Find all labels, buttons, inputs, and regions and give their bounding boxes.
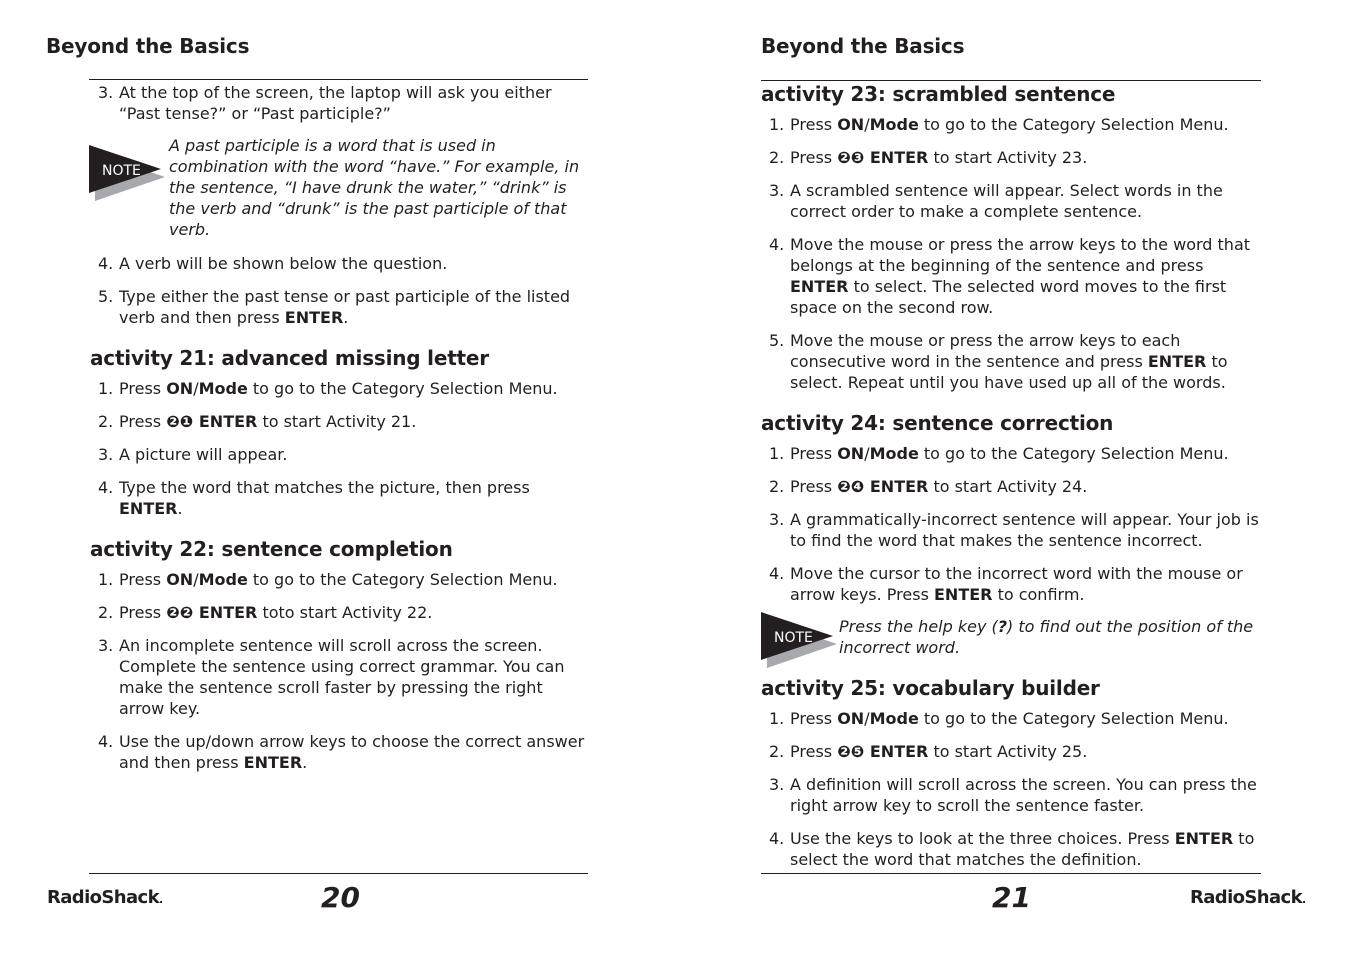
- list-item: [90, 286, 586, 328]
- step-number: 2.: [769, 148, 785, 167]
- key-label: ENTER: [284, 308, 344, 327]
- key-label: Mode: [869, 709, 919, 728]
- section-title-activity-24: activity 24: sentence correction: [761, 411, 1114, 435]
- step-list-activity-21: [90, 378, 586, 531]
- section-title-activity-23: activity 23: scrambled sentence: [761, 82, 1116, 106]
- step-text: /: [864, 709, 870, 728]
- note-badge-icon: [89, 141, 167, 205]
- key-label: ENTER: [934, 585, 993, 604]
- header-rule: [761, 80, 1261, 81]
- step-text: At the top of the screen, the laptop will ask you either “Past tense?” or “Past participle?”: [119, 83, 552, 123]
- list-item: [761, 563, 1261, 605]
- footer-rule: [89, 873, 588, 874]
- step-number: 4.: [98, 732, 114, 751]
- key-label: ON: [166, 379, 194, 398]
- step-text: to go to the Category Selection Menu.: [918, 709, 1229, 728]
- step-text: /: [864, 115, 870, 134]
- list-item: [761, 828, 1261, 870]
- step-text: .: [343, 308, 349, 327]
- step-text: Press: [119, 379, 167, 398]
- step-text: Press: [790, 709, 838, 728]
- step-text: Use the keys to look at the three choices. Press: [790, 829, 1175, 848]
- list-item: [761, 476, 1261, 497]
- key-label: ENTER: [243, 753, 303, 772]
- step-text: to select. Repeat until you have used up all of the words.: [790, 352, 1228, 392]
- step-text: .: [177, 499, 183, 518]
- step-number: 1.: [769, 115, 785, 134]
- step-number: 5.: [769, 331, 785, 350]
- step-text: to select the word that matches the definition.: [790, 829, 1255, 869]
- list-item: [761, 443, 1261, 464]
- step-number: 4.: [98, 254, 114, 273]
- step-text: Press: [790, 148, 838, 167]
- list-item: [761, 509, 1261, 551]
- list-item: [90, 82, 586, 124]
- key-label: ENTER: [1174, 829, 1234, 848]
- footer-rule: [761, 873, 1261, 874]
- note-badge-label: NOTE: [102, 163, 141, 179]
- step-text: Move the cursor to the incorrect word with the mouse or arrow keys. Press: [790, 564, 1243, 604]
- list-item: [761, 741, 1261, 762]
- step-text: /: [864, 444, 870, 463]
- note-callout: [89, 135, 588, 245]
- page-number: 20: [321, 881, 360, 914]
- list-item: [761, 234, 1261, 318]
- step-number: 3.: [98, 445, 114, 464]
- step-number: 2.: [98, 412, 114, 431]
- step-list-activity-22: [90, 569, 586, 785]
- list-item: [761, 180, 1261, 222]
- step-number: 3.: [769, 775, 785, 794]
- step-number: 2.: [769, 477, 785, 496]
- step-text: Press: [790, 742, 838, 761]
- list-item: [90, 569, 586, 590]
- step-number: 3.: [98, 636, 114, 655]
- note-text: A past participle is a word that is used in combination with the word “have.” For example, in the sentence, “I have drunk the water,” “drink” is the verb and “drunk” is the past participle of that verb.: [169, 136, 580, 239]
- step-number: 4.: [769, 235, 785, 254]
- list-item: [90, 253, 586, 274]
- step-number: 4.: [769, 829, 785, 848]
- step-text: to go to the Category Selection Menu.: [918, 444, 1229, 463]
- step-text: Move the mouse or press the arrow keys to each consecutive word in the sentence and press: [790, 331, 1181, 371]
- step-text: to start Activity 25.: [928, 742, 1088, 761]
- note-text: Press the help key (?) to find out the position of the incorrect word.: [839, 617, 1254, 657]
- note-badge-icon: [761, 608, 839, 672]
- step-text: to start Activity 23.: [928, 148, 1088, 167]
- step-number: 3.: [98, 83, 114, 102]
- step-text: Type either the past tense or past participle of the listed verb and then press: [119, 287, 571, 327]
- step-text: to select. The selected word moves to the first space on the second row.: [790, 277, 1227, 317]
- list-item: [90, 477, 586, 519]
- step-number: 3.: [769, 510, 785, 529]
- step-text: toto start Activity 22.: [257, 603, 433, 622]
- page-number: 21: [992, 881, 1031, 914]
- key-label: ❷❺ ENTER: [837, 742, 929, 761]
- step-text: to confirm.: [992, 585, 1085, 604]
- list-item: [761, 708, 1261, 729]
- running-header: Beyond the Basics: [761, 34, 965, 58]
- key-label: ON: [837, 115, 865, 134]
- key-label: ON: [837, 444, 865, 463]
- step-text: Press: [119, 412, 167, 431]
- step-number: 4.: [769, 564, 785, 583]
- step-list-activity-23: [761, 114, 1261, 405]
- key-label: ❷❷ ENTER: [166, 603, 258, 622]
- step-text: A picture will appear.: [119, 445, 288, 464]
- note-callout: [761, 608, 1261, 672]
- page-right: [676, 0, 1351, 954]
- step-text: Use the up/down arrow keys to choose the correct answer and then press: [119, 732, 585, 772]
- running-header: Beyond the Basics: [46, 34, 250, 58]
- step-list-activity-25: [761, 708, 1261, 882]
- step-number: 1.: [98, 379, 114, 398]
- list-item: [761, 774, 1261, 816]
- step-text: to go to the Category Selection Menu.: [247, 570, 558, 589]
- step-text: A grammatically-incorrect sentence will appear. Your job is to find the word that makes the sentence incorrect.: [790, 510, 1259, 550]
- step-list: [90, 82, 586, 136]
- step-number: 1.: [98, 570, 114, 589]
- step-number: 4.: [98, 478, 114, 497]
- section-title-activity-25: activity 25: vocabulary builder: [761, 676, 1100, 700]
- list-item: [90, 378, 586, 399]
- step-text: An incomplete sentence will scroll across the screen. Complete the sentence using correct grammar. You can make the sentence scroll faster by pressing the right arrow key.: [119, 636, 565, 718]
- step-text: Move the mouse or press the arrow keys to the word that belongs at the beginning of the sentence and press: [790, 235, 1251, 275]
- step-number: 3.: [769, 181, 785, 200]
- list-item: [90, 444, 586, 465]
- note-badge-label: NOTE: [774, 630, 813, 646]
- list-item: [90, 731, 586, 773]
- header-rule: [89, 79, 588, 80]
- step-text: Press: [790, 477, 838, 496]
- step-number: 1.: [769, 709, 785, 728]
- radioshack-logo: RadioShack.: [47, 887, 163, 908]
- step-number: 1.: [769, 444, 785, 463]
- key-label: ON: [166, 570, 194, 589]
- key-label: ❷❸ ENTER: [837, 148, 929, 167]
- section-title-activity-22: activity 22: sentence completion: [90, 537, 453, 561]
- key-label: Mode: [869, 115, 919, 134]
- step-text: to go to the Category Selection Menu.: [247, 379, 558, 398]
- step-text: .: [302, 753, 308, 772]
- step-text: A scrambled sentence will appear. Select words in the correct order to make a complete sentence.: [790, 181, 1223, 221]
- step-number: 2.: [98, 603, 114, 622]
- list-item: [761, 147, 1261, 168]
- key-label: ❷❶ ENTER: [166, 412, 258, 431]
- step-text: A definition will scroll across the screen. You can press the right arrow key to scroll the sentence faster.: [790, 775, 1257, 815]
- key-label: ENTER: [1147, 352, 1207, 371]
- step-list-activity-24: [761, 443, 1261, 617]
- key-label: ENTER: [119, 499, 178, 518]
- key-label: Mode: [198, 570, 248, 589]
- list-item: [90, 411, 586, 432]
- section-title-activity-21: activity 21: advanced missing letter: [90, 346, 489, 370]
- key-label: ON: [837, 709, 865, 728]
- list-item: [90, 602, 586, 623]
- step-text: to go to the Category Selection Menu.: [918, 115, 1229, 134]
- step-text: /: [193, 379, 199, 398]
- step-text: Press: [790, 444, 838, 463]
- step-text: to start Activity 21.: [257, 412, 417, 431]
- step-number: 5.: [98, 287, 114, 306]
- step-list: [90, 253, 586, 340]
- list-item: [761, 330, 1261, 393]
- key-label: ENTER: [790, 277, 849, 296]
- list-item: [761, 114, 1261, 135]
- step-text: A verb will be shown below the question.: [119, 254, 448, 273]
- step-text: Press: [119, 603, 167, 622]
- step-number: 2.: [769, 742, 785, 761]
- step-text: Press: [790, 115, 838, 134]
- list-item: [90, 635, 586, 719]
- step-text: to start Activity 24.: [928, 477, 1088, 496]
- radioshack-logo: RadioShack.: [1190, 887, 1306, 908]
- key-label: Mode: [198, 379, 248, 398]
- key-label: ❷❹ ENTER: [837, 477, 929, 496]
- step-text: Press: [119, 570, 167, 589]
- step-text: /: [193, 570, 199, 589]
- key-label: Mode: [869, 444, 919, 463]
- step-text: Type the word that matches the picture, then press: [119, 478, 530, 497]
